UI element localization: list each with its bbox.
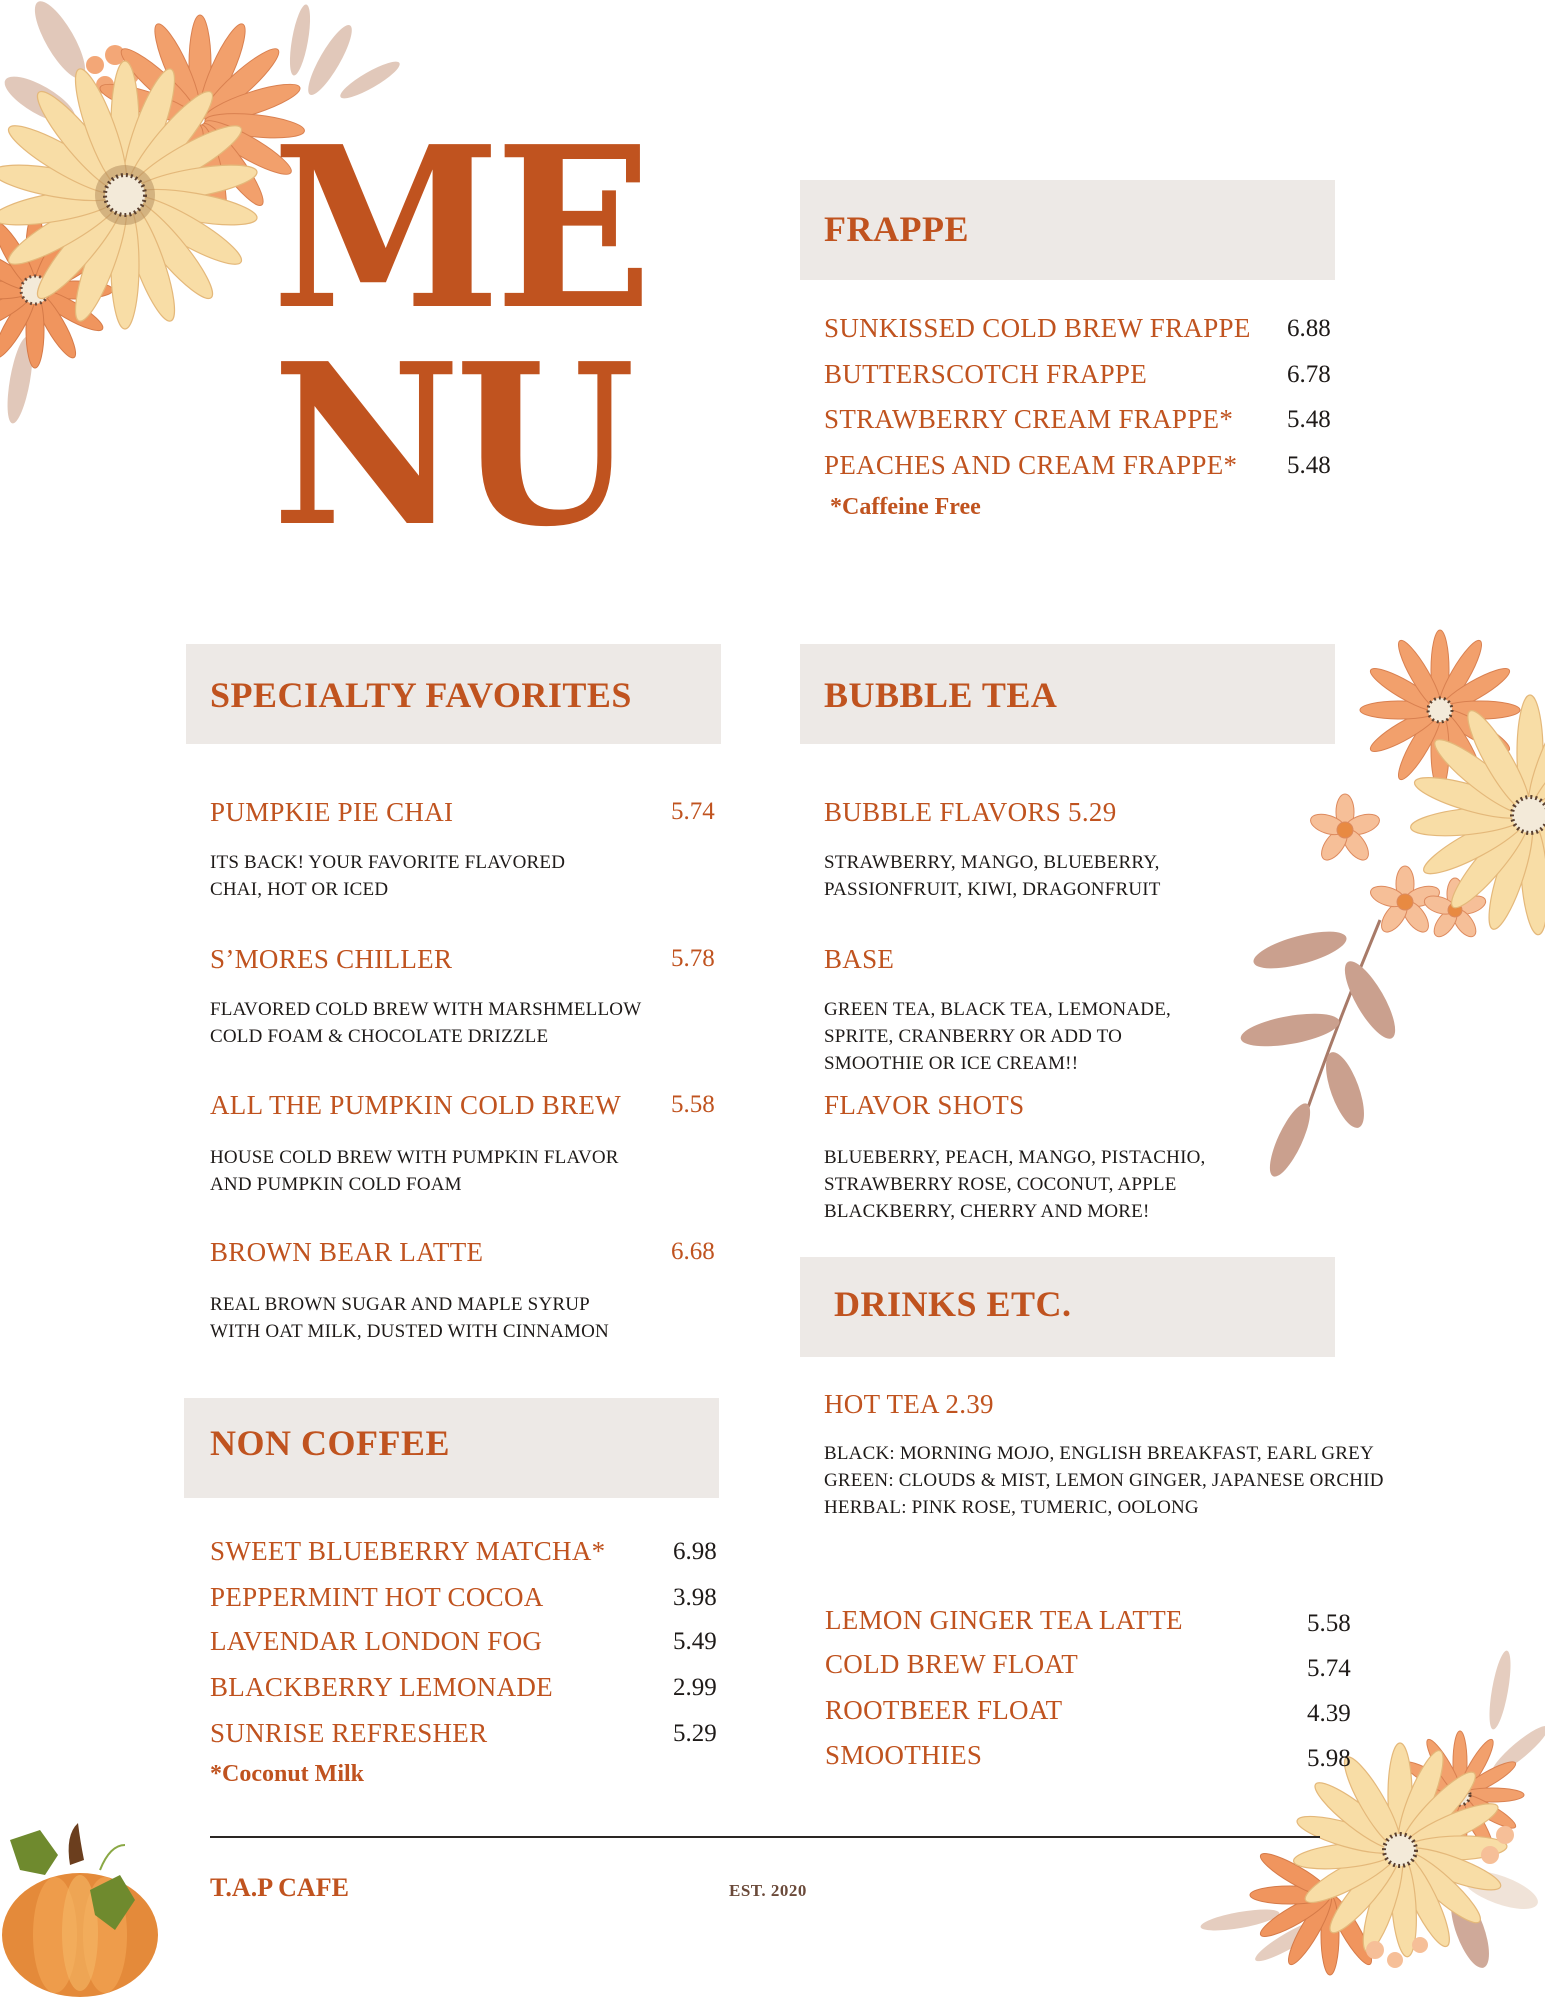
menu-item-price: 3.98 (673, 1584, 717, 1611)
menu-item-name: COLD BREW FLOAT (825, 1649, 1079, 1679)
menu-item-price: 5.78 (671, 945, 715, 972)
description-line: AND PUMPKIN COLD FOAM (210, 1174, 462, 1195)
specialty-heading: SPECIALTY FAVORITES (210, 675, 632, 715)
menu-item-price: 2.99 (673, 1674, 717, 1701)
description-line: BLACKBERRY, CHERRY AND MORE! (824, 1201, 1150, 1222)
menu-item-name: SMOOTHIES (825, 1740, 983, 1770)
bubble-flavors-description (824, 849, 1161, 903)
flavor-shots-description (824, 1144, 1205, 1225)
description-line: CHAI, HOT OR ICED (210, 879, 389, 900)
specialty-header (186, 644, 721, 744)
menu-item-price: 6.78 (1287, 361, 1331, 388)
description-line: SPRITE, CRANBERRY OR ADD TO (824, 1026, 1123, 1047)
description-line: STRAWBERRY, MANGO, BLUEBERRY, (824, 852, 1160, 873)
footer-divider (210, 1836, 1320, 1838)
description-line: BLACK: MORNING MOJO, ENGLISH BREAKFAST, EARL GREY (824, 1443, 1374, 1464)
menu-item-price: 6.98 (673, 1538, 717, 1565)
menu-item-price: 5.98 (1307, 1745, 1351, 1772)
menu-item-price: 5.58 (1307, 1610, 1351, 1637)
menu-item-name: LAVENDAR LONDON FOG (210, 1626, 543, 1656)
menu-item-name: BUTTERSCOTCH FRAPPE (824, 359, 1148, 389)
description-line: WITH OAT MILK, DUSTED WITH CINNAMON (210, 1321, 609, 1342)
menu-item-price: 5.58 (671, 1091, 715, 1118)
menu-item-price: 5.74 (1307, 1655, 1351, 1682)
menu-item-name: SWEET BLUEBERRY MATCHA* (210, 1536, 606, 1566)
menu-item-price: 5.48 (1287, 452, 1331, 479)
drinks-etc-header (800, 1257, 1335, 1357)
frappe-heading: FRAPPE (824, 209, 969, 249)
description-line: PASSIONFRUIT, KIWI, DRAGONFRUIT (824, 879, 1161, 900)
description-line: HERBAL: PINK ROSE, TUMERIC, OOLONG (824, 1497, 1199, 1518)
description-line: HOUSE COLD BREW WITH PUMPKIN FLAVOR (210, 1147, 619, 1168)
menu-title-line1: ME (272, 99, 647, 359)
menu-item-name: PUMPKIE PIE CHAI (210, 797, 454, 827)
menu-item-price: 5.48 (1287, 406, 1331, 433)
pumpkin-icon (0, 1815, 160, 2000)
menu-item-name: BROWN BEAR LATTE (210, 1237, 484, 1267)
menu-item-name: SUNRISE REFRESHER (210, 1718, 488, 1748)
menu-item-name: ROOTBEER FLOAT (825, 1695, 1063, 1725)
bubble-flavors-title: BUBBLE FLAVORS 5.29 (824, 797, 1117, 827)
hot-tea-description (824, 1440, 1384, 1521)
base-description (824, 996, 1171, 1077)
menu-item-name: PEACHES AND CREAM FRAPPE* (824, 450, 1238, 480)
menu-item-description (210, 996, 641, 1050)
hot-tea-title: HOT TEA 2.39 (824, 1389, 994, 1419)
menu-item-price: 5.49 (673, 1628, 717, 1655)
menu-item-name: STRAWBERRY CREAM FRAPPE* (824, 404, 1234, 434)
bubble-tea-header (800, 644, 1335, 744)
description-line: GREEN TEA, BLACK TEA, LEMONADE, (824, 999, 1171, 1020)
coconut-milk-note: *Coconut Milk (210, 1761, 365, 1787)
menu-item-name: S’MORES CHILLER (210, 944, 453, 974)
description-line: STRAWBERRY ROSE, COCONUT, APPLE (824, 1174, 1177, 1195)
bubble-tea-heading: BUBBLE TEA (824, 675, 1058, 715)
cafe-name: T.A.P CAFE (210, 1873, 349, 1902)
description-line: COLD FOAM & CHOCOLATE DRIZZLE (210, 1026, 549, 1047)
description-line: ITS BACK! YOUR FAVORITE FLAVORED (210, 852, 566, 873)
menu-item-price: 6.68 (671, 1238, 715, 1265)
menu-item-description (210, 1144, 619, 1198)
menu-item-name: ALL THE PUMPKIN COLD BREW (210, 1090, 621, 1120)
menu-item-name: LEMON GINGER TEA LATTE (825, 1605, 1183, 1635)
description-line: GREEN: CLOUDS & MIST, LEMON GINGER, JAPANESE ORCHID (824, 1470, 1384, 1491)
caffeine-free-note: *Caffeine Free (830, 494, 981, 520)
established-year: EST. 2020 (729, 1881, 807, 1900)
menu-item-description (210, 1291, 609, 1345)
description-line: BLUEBERRY, PEACH, MANGO, PISTACHIO, (824, 1147, 1206, 1168)
flower-bouquet-bottom-right-icon (1180, 1630, 1545, 2000)
menu-title-line2: NU (272, 316, 630, 576)
menu-item-description (210, 849, 565, 903)
description-line: REAL BROWN SUGAR AND MAPLE SYRUP (210, 1294, 590, 1315)
non-coffee-header (184, 1398, 719, 1498)
menu-item-price: 5.29 (673, 1720, 717, 1747)
menu-item-name: SUNKISSED COLD BREW FRAPPE (824, 313, 1251, 343)
flavor-shots-title: FLAVOR SHOTS (824, 1090, 1025, 1120)
menu-item-price: 4.39 (1307, 1700, 1351, 1727)
menu-item-name: BLACKBERRY LEMONADE (210, 1672, 553, 1702)
drinks-etc-heading: DRINKS ETC. (834, 1284, 1072, 1324)
menu-item-price: 6.88 (1287, 315, 1331, 342)
description-line: SMOOTHIE OR ICE CREAM!! (824, 1053, 1079, 1074)
description-line: FLAVORED COLD BREW WITH MARSHMELLOW (210, 999, 642, 1020)
non-coffee-heading: NON COFFEE (210, 1423, 451, 1463)
menu-item-price: 5.74 (671, 798, 715, 825)
frappe-header (800, 180, 1335, 280)
base-title: BASE (824, 944, 895, 974)
menu-item-name: PEPPERMINT HOT COCOA (210, 1582, 544, 1612)
